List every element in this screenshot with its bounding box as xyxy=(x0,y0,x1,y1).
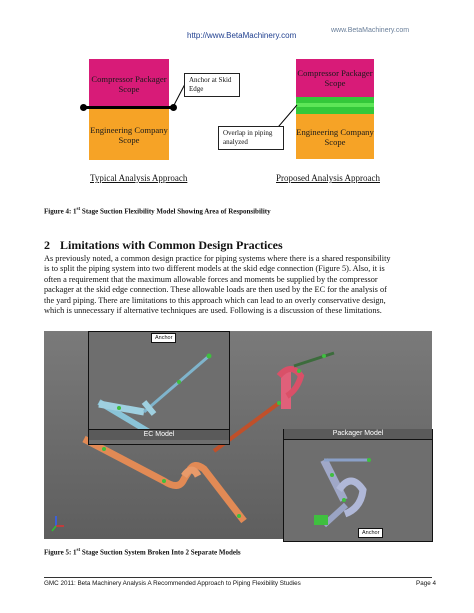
section-heading xyxy=(44,238,283,253)
ec-model-label: EC Model xyxy=(89,429,229,440)
left-engineering-label: Engineering Company Scope xyxy=(90,124,168,145)
right-packager-label: Compressor Packager Scope xyxy=(297,68,373,88)
left-engineering-scope-box xyxy=(89,109,169,160)
overlap-highlight-band xyxy=(296,103,374,107)
body-paragraph: As previously noted, a common design practice for piping systems where there is a shared responsibility is to split the piping system into two different models at the skid edge connection (Figure 5). Also, it is often a requirement that the maximum allowable forces and moments be supplied by the compressor packager at the skid edge connection. These allowable loads are then used by the EC for the analysis of the yard piping. There are limitations to this approach which can lead to an overly conservative design, which is unnecessary if alternative techniques are used. Following is a discussion of these limitations. xyxy=(44,254,391,316)
packager-anchor-tag: Anchor xyxy=(358,528,383,538)
anchor-dot-left xyxy=(80,104,87,111)
right-packager-scope-box xyxy=(296,59,374,97)
left-packager-label: Compressor Packager Scope xyxy=(91,73,167,94)
left-packager-scope-box xyxy=(89,59,169,108)
section-number: 2 xyxy=(44,238,50,252)
header-url-link[interactable]: http://www.BetaMachinery.com xyxy=(187,31,297,40)
section-title: Limitations with Common Design Practices xyxy=(60,238,283,252)
figure-5-caption: Figure 5: 1st Stage Suction System Broken Into 2 Separate Models xyxy=(44,548,241,557)
proposed-approach-caption: Proposed Analysis Approach xyxy=(276,173,380,183)
right-engineering-scope-box xyxy=(296,114,374,159)
watermark-text: www.BetaMachinery.com xyxy=(331,27,410,34)
anchor-callout: Anchor at Skid Edge xyxy=(184,73,240,97)
footer-rule xyxy=(44,577,432,578)
ec-anchor-tag: Anchor xyxy=(151,333,176,343)
skid-edge-divider xyxy=(83,106,176,109)
packager-model-inset xyxy=(283,429,433,542)
figure-4-caption: Figure 4: 1st Stage Suction Flexibility Model Showing Area of Responsibility xyxy=(44,207,271,216)
footer-text: GMC 2011: Beta Machinery Analysis A Recommended Approach to Piping Flexibility Studies xyxy=(44,580,301,587)
right-engineering-label: Engineering Company Scope xyxy=(296,126,374,147)
packager-model-label: Packager Model xyxy=(284,429,432,440)
page-number: Page 4 xyxy=(416,580,436,587)
overlap-callout: Overlap in piping analyzed xyxy=(218,126,284,150)
typical-approach-caption: Typical Analysis Approach xyxy=(90,173,188,183)
ec-model-inset xyxy=(88,331,230,445)
